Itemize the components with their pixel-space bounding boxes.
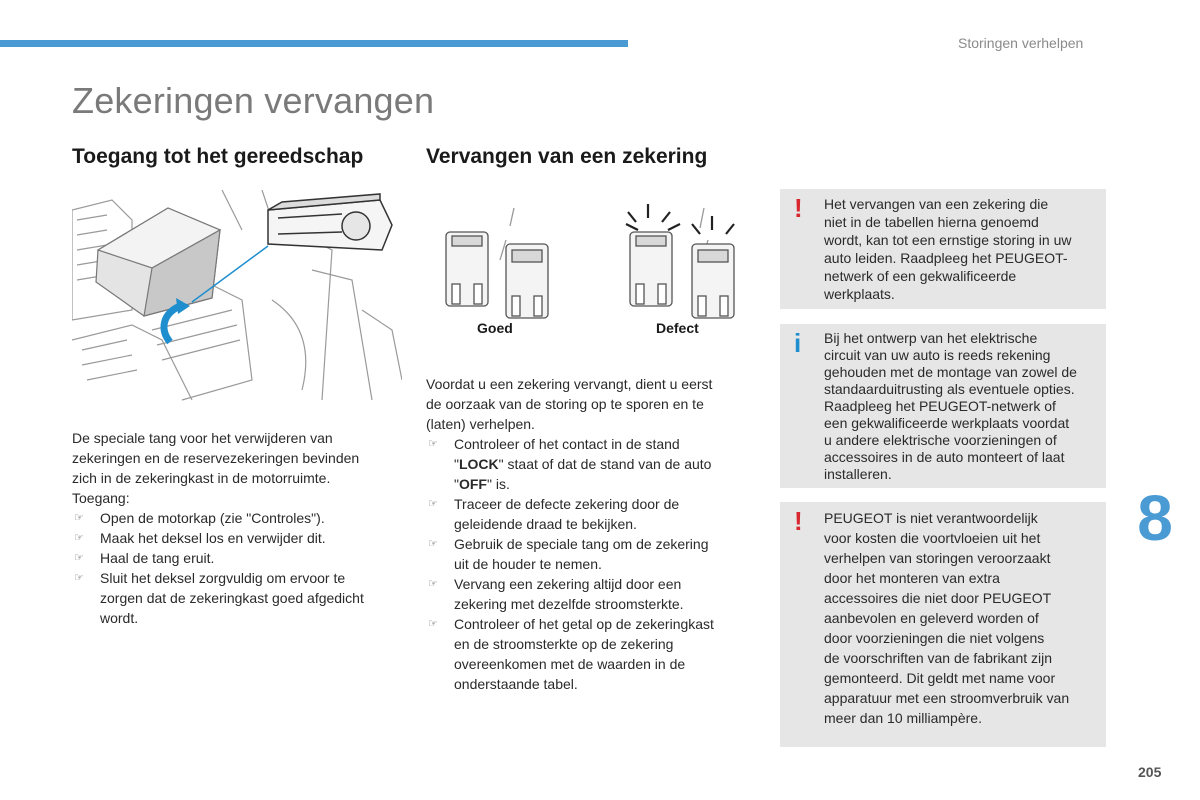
list-item: ☞ Gebruik de speciale tang om de zekering uit de houder te nemen.: [428, 536, 709, 572]
pointing-hand-icon: ☞: [428, 618, 438, 630]
replace-fuse-steps: [426, 434, 756, 694]
pointing-hand-icon: ☞: [428, 538, 438, 550]
pointing-hand-icon: ☞: [428, 578, 438, 590]
warning-icon: !: [794, 506, 803, 536]
fuse-box-tool-illustration: [72, 190, 402, 405]
section-title: Storingen verhelpen: [958, 35, 1084, 51]
pointing-hand-icon: ☞: [428, 438, 438, 450]
warning-note-liability: [780, 502, 1106, 747]
list-item: ☞ Traceer de defecte zekering door de geleidende draad te bekijken.: [428, 496, 680, 532]
note-text: Het vervangen van een zekering die niet in de tabellen hierna genoemd wordt, kan tot een ernstige storing in uw auto leiden. Raadpleeg het PEUGEOT- netwerk of een gekwalificeerde werkplaats.: [824, 196, 1072, 302]
pointing-hand-icon: ☞: [428, 498, 438, 510]
intro-paragraph: Voordat u een zekering vervangt, dient u eerst de oorzaak van de storing op te sporen en te (laten) verhelpen.: [426, 376, 713, 432]
warning-note-unlisted-fuse: [780, 189, 1106, 309]
tool-access-text: [72, 428, 402, 628]
warning-icon: !: [794, 193, 803, 223]
note-text: Bij het ontwerp van het elektrische circuit van uw auto is reeds rekening gehouden met de montage van zowel de standaarduitrusting als eventuele opties. Raadpleeg het PEUGEOT-netwerk of een gekwalificeerde werkplaats voordat u andere elektrische voorzieningen of accessoires in de auto monteert of laat installeren.: [824, 330, 1077, 482]
pointing-hand-icon: ☞: [74, 552, 84, 564]
pointing-hand-icon: ☞: [74, 532, 84, 544]
info-note-electrical-circuit: [780, 324, 1106, 488]
fuse-comparison-illustration: [426, 200, 756, 340]
off-term: OFF: [458, 476, 487, 492]
fuse-label-defect: Defect: [656, 320, 699, 336]
lock-term: LOCK: [458, 456, 499, 472]
tool-access-steps: [72, 508, 402, 628]
list-item: ☞ Controleer of het contact in de stand "LOCK" staat of dat de stand van de auto "OFF" is.: [428, 436, 712, 492]
replace-fuse-text: [426, 374, 756, 694]
heading-tool-access: Toegang tot het gereedschap: [72, 145, 364, 168]
list-item: ☞ Controleer of het getal op de zekeringkast en de stroomsterkte op de zekering overeenkomen met de waarden in de onderstaande tabel.: [428, 616, 714, 692]
note-text: PEUGEOT is niet verantwoordelijk voor kosten die voortvloeien uit het verhelpen van storingen veroorzaakt door het monteren van extra accessoires die niet door PEUGEOT aanbevolen en geleverd worden of door voorzieningen die niet volgens de voorschriften van de fabrikant zijn gemonteerd. Dit geldt met name voor apparatuur met een stroomverbruik van meer dan 10 milliampère.: [824, 510, 1070, 726]
pointing-hand-icon: ☞: [74, 572, 84, 584]
info-icon: i: [794, 328, 802, 358]
heading-replace-fuse: Vervangen van een zekering: [426, 145, 708, 168]
pointing-hand-icon: ☞: [74, 512, 84, 524]
header-accent-bar: [0, 40, 628, 47]
list-item: ☞ Maak het deksel los en verwijder dit.: [74, 530, 326, 546]
chapter-number: 8: [1137, 482, 1173, 554]
intro-paragraph: De speciale tang voor het verwijderen van zekeringen en de reservezekeringen bevinden zich in de zekeringkast in de motorruimte. Toegang:: [72, 430, 360, 506]
fuse-label-good: Goed: [477, 320, 513, 336]
list-item: ☞ Vervang een zekering altijd door een zekering met dezelfde stroomsterkte.: [428, 576, 684, 612]
page-number: 205: [1138, 764, 1162, 780]
list-item: ☞ Open de motorkap (zie "Controles").: [74, 510, 325, 526]
list-item: ☞ Haal de tang eruit.: [74, 550, 215, 566]
list-item: ☞ Sluit het deksel zorgvuldig om ervoor te zorgen dat de zekeringkast goed afgedicht wordt.: [74, 570, 364, 626]
page-title: Zekeringen vervangen: [72, 80, 435, 121]
